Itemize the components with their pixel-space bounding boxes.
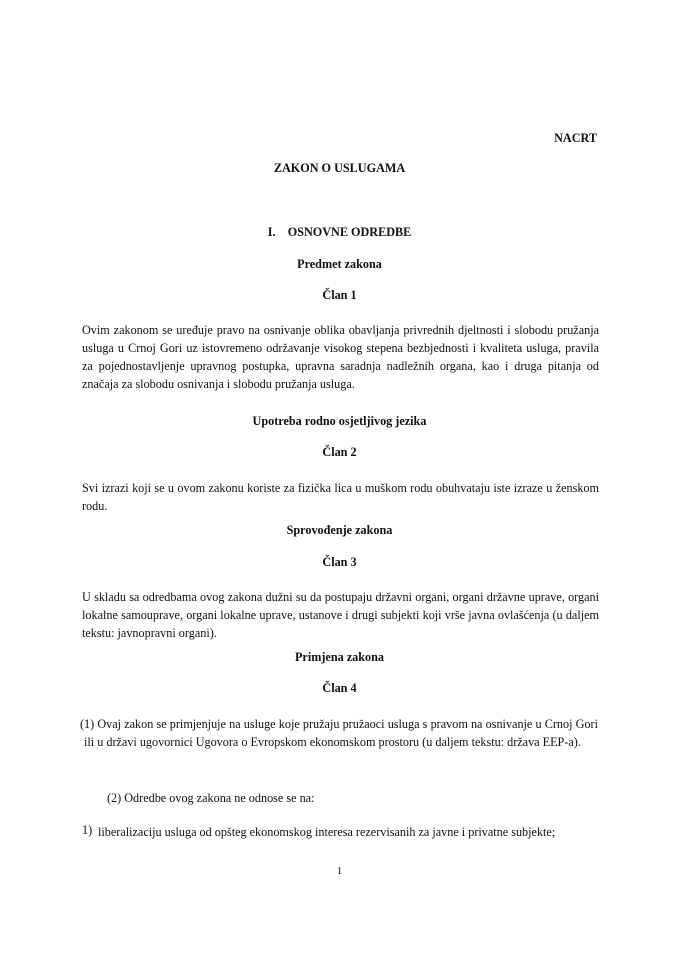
article-1-label: Član 1: [322, 288, 357, 302]
article-4-paragraph-2: (2) Odredbe ovog zakona ne odnose se na:: [107, 791, 315, 805]
article-3-heading: Sprovođenje zakona: [286, 523, 393, 537]
article-4-paragraph-1: (1) Ovaj zakon se primjenjuje na usluge koje pružaju pružaoci usluga s pravom na osnivanje u Crnoj Gori ili u državi ugovornici Ugovora o Evropskom ekonomskom prostoru (u daljem tekstu: država EEP-a).: [80, 717, 598, 749]
law-title: ZAKON O USLUGAMA: [273, 161, 406, 175]
article-4-heading: Primjena zakona: [294, 650, 385, 664]
list-item-text: liberalizaciju usluga od opšteg ekonomskog interesa rezervisanih za javne i privatne subjekte;: [98, 825, 556, 839]
article-4-list-item-1: [82, 823, 599, 841]
article-3-label: Član 3: [322, 555, 357, 569]
article-1-text: Ovim zakonom se uređuje pravo na osnivanje oblika obavljanja privrednih djeltnosti i slobodu pružanja usluga u Crnoj Gori uz istovremeno održavanje visokog stepena bezbjednosti i kvaliteta usluga, pravila za pojednostavljenje upravnog postupka, upravna saradnja nadležnih organa, kao i druga pitanja od značaja za slobodu osnivanja i slobodu pružanja usluga.: [82, 323, 599, 391]
article-3-text: U skladu sa odredbama ovog zakona dužni su da postupaju državni organi, organi državne uprave, organi lokalne samouprave, organi lokalne uprave, ustanove i drugi subjekti koji vrše javna ovlašćenja (u daljem tekstu: javnopravni organi).: [82, 590, 599, 640]
page-number: 1: [336, 865, 343, 877]
article-2-label: Član 2: [322, 445, 357, 459]
draft-label: NACRT: [554, 131, 597, 145]
section-title: OSNOVNE ODREDBE: [287, 225, 412, 239]
section-heading: [0, 225, 679, 240]
article-1-heading: Predmet zakona: [297, 257, 382, 271]
article-2-text: Svi izrazi koji se u ovom zakonu koriste za fizička lica u muškom rodu obuhvataju iste izraze u ženskom rodu.: [82, 481, 599, 513]
list-item-number: 1): [82, 823, 93, 837]
section-numeral: I.: [267, 225, 276, 239]
article-4-label: Član 4: [322, 681, 357, 695]
article-2-heading: Upotreba rodno osjetljivog jezika: [252, 414, 427, 428]
